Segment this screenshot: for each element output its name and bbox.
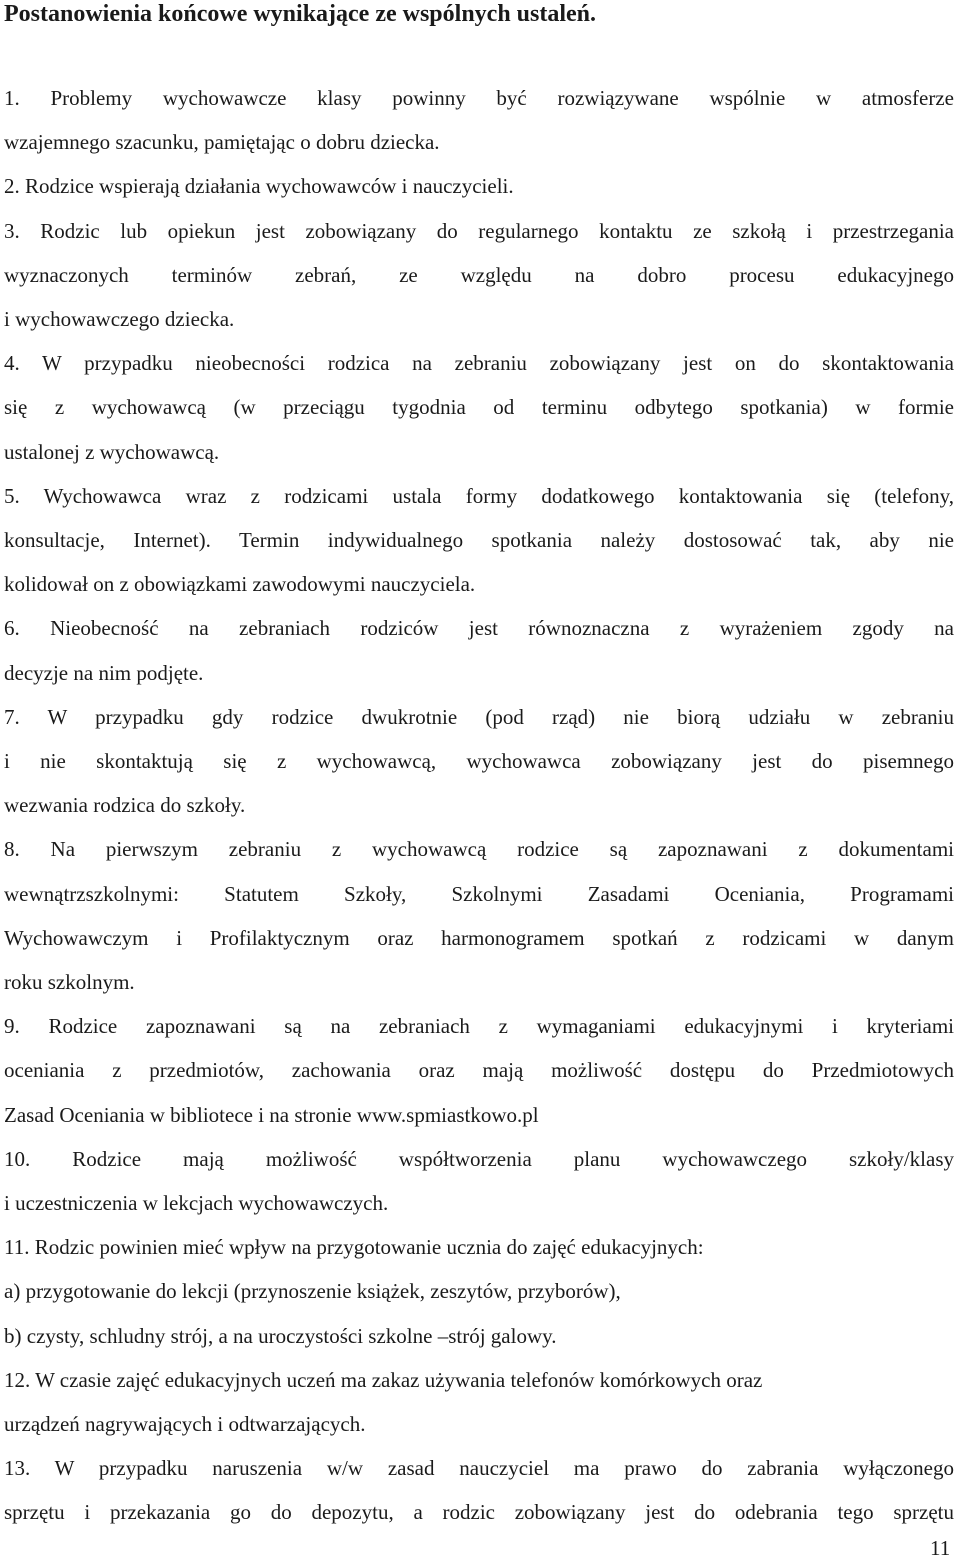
text-line: 7. W przypadku gdy rodzice dwukrotnie (pod rząd) nie biorą udziału w zebraniu	[4, 704, 954, 729]
text-line: Zasad Oceniania w bibliotece i na stronie www.spmiastkowo.pl	[4, 1102, 539, 1127]
text-line: i uczestniczenia w lekcjach wychowawczych.	[4, 1191, 389, 1215]
text-line: b) czysty, schludny strój, a na uroczystości szkolne –strój galowy.	[4, 1323, 557, 1348]
text-line: roku szkolnym.	[4, 970, 135, 994]
text-line: kolidował on z obowiązkami zawodowymi nauczyciela.	[4, 572, 476, 597]
text-line: 11. Rodzic powinien mieć wpływ na przygotowanie ucznia do zajęć edukacyjnych:	[4, 1235, 704, 1260]
text-line: się z wychowawcą (w przeciągu tygodnia od terminu odbytego spotkania) w formie	[4, 395, 954, 420]
text-line: ustalonej z wychowawcą.	[4, 439, 220, 464]
text-line: i wychowawczego dziecka.	[4, 307, 235, 331]
text-line: wzajemnego szacunku, pamiętając o dobru dziecka.	[4, 130, 440, 155]
text-line: decyzje na nim podjęte.	[4, 660, 204, 685]
text-line: i nie skontaktują się z wychowawcą, wychowawca zobowiązany jest do pisemnego	[4, 749, 954, 773]
page-number: 11	[930, 1536, 951, 1560]
text-line: 12. W czasie zajęć edukacyjnych uczeń ma zakaz używania telefonów komórkowych oraz	[4, 1367, 763, 1392]
document-title: Postanowienia końcowe wynikające ze wspólnych ustaleń.	[4, 1, 597, 27]
text-line: oceniania z przedmiotów, zachowania oraz mają możliwość dostępu do Przedmiotowych	[4, 1058, 954, 1083]
text-line: 2. Rodzice wspierają działania wychowawców i nauczycieli.	[4, 174, 514, 199]
text-line: a) przygotowanie do lekcji (przynoszenie książek, zeszytów, przyborów),	[4, 1279, 621, 1304]
text-line: 1. Problemy wychowawcze klasy powinny być rozwiązywane wspólnie w atmosferze	[4, 86, 954, 110]
text-line: sprzętu i przekazania go do depozytu, a rodzic zobowiązany jest do odebrania tego sprzętu	[4, 1500, 954, 1525]
text-line: wezwania rodzica do szkoły.	[4, 793, 246, 818]
text-line: 10. Rodzice mają możliwość współtworzenia planu wychowawczego szkoły/klasy	[4, 1146, 954, 1171]
text-line: wyznaczonych terminów zebrań, ze względu na dobro procesu edukacyjnego	[4, 262, 954, 287]
text-line: Wychowawczym i Profilaktycznym oraz harmonogramem spotkań z rodzicami w danym	[4, 925, 954, 950]
text-line: wewnątrzszkolnymi: Statutem Szkoły, Szkolnymi Zasadami Oceniania, Programami	[4, 881, 954, 906]
text-line: konsultacje, Internet). Termin indywidualnego spotkania należy dostosować tak, aby nie	[4, 528, 954, 552]
text-line: 5. Wychowawca wraz z rodzicami ustala formy dodatkowego kontaktowania się (telefony,	[4, 483, 954, 508]
text-line: 3. Rodzic lub opiekun jest zobowiązany do regularnego kontaktu ze szkołą i przestrzegania	[4, 218, 954, 243]
text-line: urządzeń nagrywających i odtwarzających.	[4, 1412, 366, 1436]
text-line: 8. Na pierwszym zebraniu z wychowawcą rodzice są zapoznawani z dokumentami	[4, 837, 954, 862]
text-line: 9. Rodzice zapoznawani są na zebraniach z wymaganiami edukacyjnymi i kryteriami	[4, 1014, 954, 1039]
text-line: 6. Nieobecność na zebraniach rodziców jest równoznaczna z wyrażeniem zgody na	[4, 616, 954, 641]
text-line: 13. W przypadku naruszenia w/w zasad nauczyciel ma prawo do zabrania wyłączonego	[4, 1456, 954, 1481]
text-line: 4. W przypadku nieobecności rodzica na zebraniu zobowiązany jest on do skontaktowania	[4, 351, 954, 376]
